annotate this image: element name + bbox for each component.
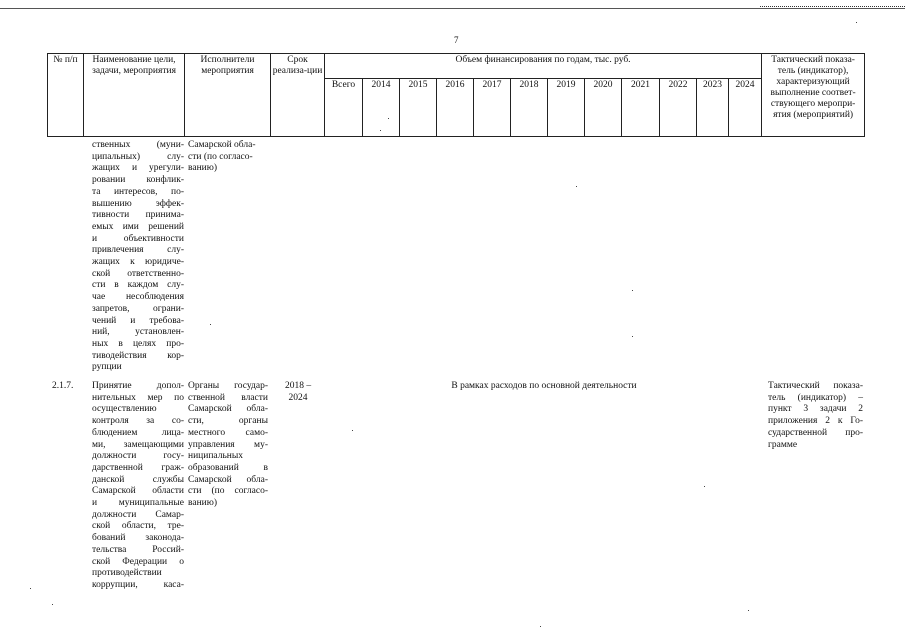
header-year: 2022 [660, 79, 697, 137]
text-line: блюдением лица- [92, 427, 184, 438]
text-line: та интересов, по- [92, 186, 184, 197]
text-line: нительных мер по [92, 392, 184, 403]
scan-speck [540, 626, 541, 627]
text-line: и муниципальные [92, 498, 184, 509]
text-line: ципальных) слу- [92, 151, 184, 162]
text-line: Тактический показа- [768, 381, 863, 391]
text-line: и объективности [92, 233, 184, 244]
scan-speck [210, 324, 211, 325]
header-col-term: Срок реализа-ции [271, 54, 325, 137]
text-line: чае несоблюдения [92, 292, 184, 303]
text-line: ных в целях про- [92, 338, 184, 349]
text-line: должности Самар- [92, 509, 184, 520]
text-line: данской службы [92, 474, 184, 485]
text-line: ственной власти [188, 392, 268, 403]
text-line: вышению эффек- [92, 198, 184, 209]
text-line: дарственной граж- [92, 462, 184, 473]
row-217-term [272, 381, 324, 404]
header-year: 2024 [729, 79, 762, 137]
text-line: сударственной про- [768, 427, 863, 438]
text-line: жащих к юридиче- [92, 257, 184, 268]
text-line: Самарской обла- [188, 404, 268, 415]
text-line: чений и требова- [92, 315, 184, 326]
text-line: сти (по согласо- [188, 151, 253, 162]
scan-speck [632, 290, 633, 291]
header-year: 2018 [511, 79, 548, 137]
text-line: Самарской обла- [188, 140, 256, 150]
header-year: 2016 [437, 79, 474, 137]
text-line: жащих и урегули- [92, 163, 184, 174]
scan-speck [632, 336, 633, 337]
text-line: ний, установлен- [92, 327, 184, 338]
header-col-total: Всего [325, 79, 363, 137]
text-line: ской области, тре- [92, 521, 184, 532]
text-line: тельства Россий- [92, 544, 184, 555]
scan-speck [576, 186, 577, 187]
text-line: местного само- [188, 427, 268, 438]
row-217-indicator [768, 381, 863, 451]
text-line: ственных (муни- [92, 140, 184, 150]
scan-edge-line [0, 8, 905, 9]
text-line: должности госу- [92, 451, 184, 462]
header-year: 2023 [697, 79, 729, 137]
text-line: грамме [768, 439, 798, 450]
text-line: Органы государ- [188, 381, 268, 391]
header-col-name: Наименование цели, задачи, мероприятия [84, 54, 185, 137]
text-line: осуществлению [92, 404, 157, 415]
header-year: 2021 [622, 79, 660, 137]
header-year: 2019 [548, 79, 585, 137]
header-year: 2015 [400, 79, 437, 137]
row-217-name [92, 381, 184, 592]
header-col-indicator: Тактический показа-тель (индикатор), характеризующий выполнение соответ-ствующего меропри-ятия (мероприятий) [762, 54, 865, 137]
text-line: тель (индикатор) – [768, 392, 863, 403]
table-header [47, 53, 865, 137]
text-line: ской ответственно- [92, 268, 184, 279]
text-line: управления му- [188, 439, 268, 450]
text-line: приложения 2 к Го- [768, 416, 863, 427]
text-line: образований в [188, 462, 268, 473]
header-year: 2020 [585, 79, 622, 137]
row-217-executors [188, 381, 268, 510]
text-line: 2024 [288, 392, 308, 403]
header-col-number: № п/п [48, 54, 84, 137]
header-year: 2014 [363, 79, 400, 137]
text-line: пункт 3 задачи 2 [768, 404, 863, 415]
scan-speck [30, 588, 31, 589]
text-line: тивности принима- [92, 210, 184, 221]
text-line: коррупции, каса- [92, 579, 184, 590]
scan-edge-dots [760, 6, 905, 7]
text-line: бований законода- [92, 533, 184, 544]
scan-speck [704, 486, 705, 487]
text-line: запретов, ограни- [92, 303, 184, 314]
text-line: сти, органы [188, 416, 268, 427]
row-continued-executors [188, 140, 268, 175]
text-line: ской Федерации о [92, 556, 184, 567]
text-line: привлечения слу- [92, 245, 184, 256]
text-line: ванию) [188, 163, 218, 174]
text-line: сти в каждом слу- [92, 280, 184, 291]
row-217-funding-note: В рамках расходов по основной деятельности [451, 381, 637, 391]
scan-speck [352, 430, 353, 431]
text-line: противодействии [92, 568, 162, 579]
row-continued-name [92, 140, 184, 374]
scan-speck [380, 130, 381, 131]
page-number: 7 [454, 35, 459, 45]
text-line: сти (по согласо- [188, 486, 268, 497]
scan-speck [388, 118, 389, 119]
text-line: ровании конфлик- [92, 175, 184, 186]
text-line: ванию) [188, 498, 218, 509]
text-line: тиводействия кор- [92, 350, 184, 361]
header-col-executors: Исполнители мероприятия [185, 54, 271, 137]
text-line: Самарской обла- [188, 474, 268, 485]
header-col-funding: Объем финансирования по годам, тыс. руб. [325, 54, 762, 79]
text-line: рупции [92, 362, 122, 373]
row-217-number: 2.1.7. [52, 381, 74, 391]
text-line: ниципальных [188, 451, 244, 462]
text-line: ми, замещающими [92, 439, 184, 450]
header-year: 2017 [474, 79, 511, 137]
text-line: 2018 – [284, 381, 312, 391]
text-line: емых ими решений [92, 221, 184, 232]
text-line: контроля за со- [92, 416, 184, 427]
text-line: Самарской области [92, 486, 184, 497]
scan-speck [52, 604, 53, 605]
scan-speck [748, 610, 749, 611]
text-line: Принятие допол- [92, 381, 184, 391]
scan-speck [856, 22, 857, 23]
